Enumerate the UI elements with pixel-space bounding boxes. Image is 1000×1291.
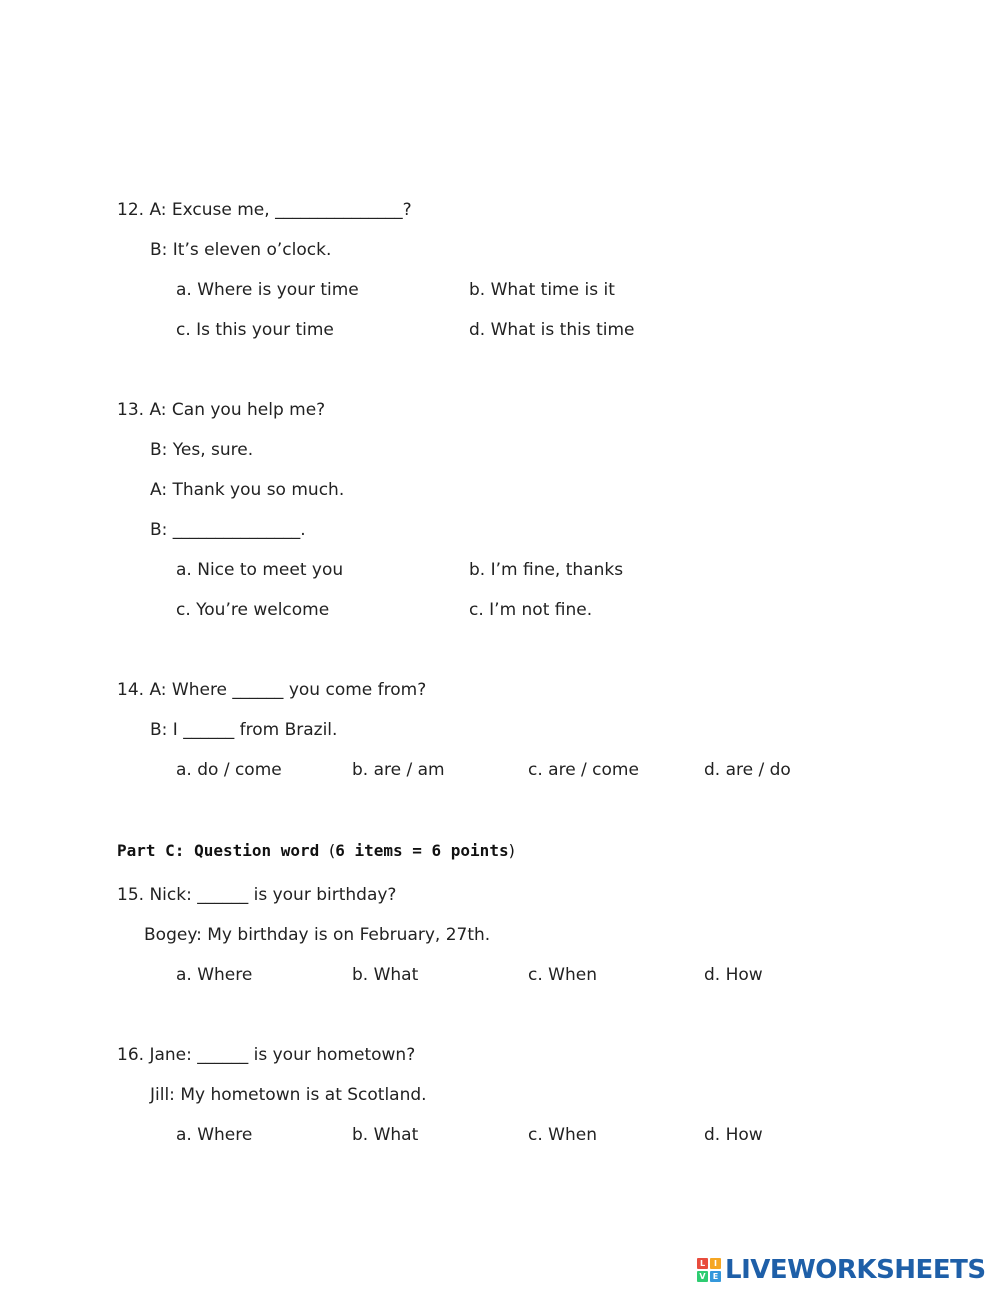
q13-line-3: B: _______________. (150, 520, 306, 540)
q13-option-b[interactable]: b. I’m fine, thanks (469, 560, 624, 580)
q12-option-d[interactable]: d. What is this time (469, 320, 635, 340)
part-c-heading (117, 840, 515, 862)
part-c-paren-open: ( (328, 841, 336, 860)
q13-option-a[interactable]: a. Nice to meet you (176, 560, 344, 580)
logo-wordmark: LIVEWORKSHEETS (725, 1255, 986, 1285)
q14-option-a[interactable]: a. do / come (176, 760, 282, 780)
q15-stem: 15. Nick: ______ is your birthday? (117, 885, 397, 905)
logo-blocks-icon (697, 1258, 721, 1282)
logo-block-i: I (710, 1258, 721, 1269)
q12-option-b[interactable]: b. What time is it (469, 280, 615, 300)
q16-option-a[interactable]: a. Where (176, 1125, 253, 1145)
q12-option-a[interactable]: a. Where is your time (176, 280, 359, 300)
part-c-count: 6 items = 6 points (335, 841, 509, 860)
q16-option-b[interactable]: b. What (352, 1125, 419, 1145)
logo-block-v: V (697, 1271, 708, 1282)
q14-option-b[interactable]: b. are / am (352, 760, 445, 780)
logo-block-e: E (710, 1271, 721, 1282)
q13-line-2: A: Thank you so much. (150, 480, 345, 500)
q15-option-a[interactable]: a. Where (176, 965, 253, 985)
q14-option-c[interactable]: c. are / come (528, 760, 639, 780)
q13-option-d[interactable]: c. I’m not fine. (469, 600, 593, 620)
q16-stem: 16. Jane: ______ is your hometown? (117, 1045, 416, 1065)
liveworksheets-logo (697, 1253, 993, 1287)
part-c-title: Part C: Question word (117, 841, 320, 860)
q13-option-c[interactable]: c. You’re welcome (176, 600, 330, 620)
q16-reply: Jill: My hometown is at Scotland. (150, 1085, 427, 1105)
q16-option-d[interactable]: d. How (704, 1125, 763, 1145)
q12-option-c[interactable]: c. Is this your time (176, 320, 334, 340)
q16-option-c[interactable]: c. When (528, 1125, 597, 1145)
q15-option-c[interactable]: c. When (528, 965, 597, 985)
q12-stem: 12. A: Excuse me, _______________? (117, 200, 412, 220)
q14-option-d[interactable]: d. are / do (704, 760, 791, 780)
logo-block-l: L (697, 1258, 708, 1269)
q13-line-1: B: Yes, sure. (150, 440, 254, 460)
q12-reply: B: It’s eleven o’clock. (150, 240, 332, 260)
q14-stem: 14. A: Where ______ you come from? (117, 680, 427, 700)
q15-reply: Bogey: My birthday is on February, 27th. (144, 925, 491, 945)
q14-reply: B: I ______ from Brazil. (150, 720, 338, 740)
q13-stem: 13. A: Can you help me? (117, 400, 326, 420)
q15-option-d[interactable]: d. How (704, 965, 763, 985)
part-c-paren-close: ) (508, 841, 515, 860)
q15-option-b[interactable]: b. What (352, 965, 419, 985)
